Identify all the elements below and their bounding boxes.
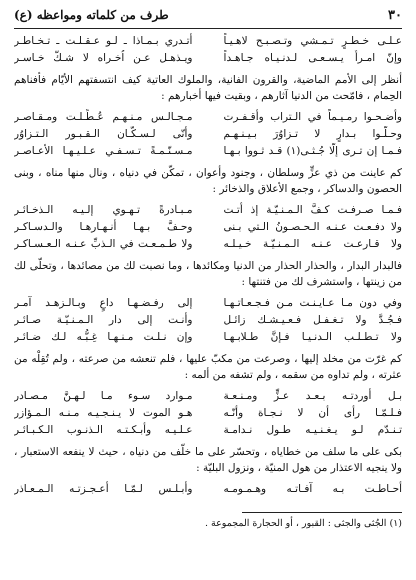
verse-line [14,109,402,126]
prose-paragraph: أنظر إلى الأمم الماضية، والقرون الفانية، والملوك العاتية كيف انتسفتهم الأيّام فأفناهم الحِمام ، فامّحت من الدنيا آثارهم ، وبقيت فيها أخبارهم : [14,74,402,102]
verse-line [14,481,402,498]
verse-first-hemistich: عـلـى خـطـرٍ تـمـشي وتـصـبـح لاهـيـاً [223,35,402,47]
verse-second-hemistich: وإن نـلـت مـنـهـا غِـبُّـه لـك ضـائـر [14,331,193,343]
verse-line [14,388,402,405]
verse-second-hemistich: مـجـالـس مـنـهـم عُـطِّـلـت ومـقـاصـر [14,111,193,123]
verse-second-hemistich: ولا طـمـعـت في الـذبِّ عـنـه الـعـسـاكـر [14,238,193,250]
verse-group [14,481,402,498]
verse-group [14,388,402,439]
verse-second-hemistich: أتـدري بـمـاذا ـ لـو عـقـلـت ـ تـخـاطـر [14,35,193,47]
verse-second-hemistich: وأنـت إلى دار الـمـنـيّـة صـائـر [14,314,193,326]
verse-first-hemistich: وأضـحـوا رمـيـماً في الـتراب وأقـفـرت [223,111,402,123]
verse-line [14,143,402,160]
verse-group [14,109,402,160]
verse-line [14,202,402,219]
verse-first-hemistich: فـمـا صـرفـت كـفَّ الـمـنـيّـة إذ أتـت [223,204,402,216]
verse-line [14,50,402,67]
verse-first-hemistich: فـمـا إن تـرى إلّا جُـثـى(١) قـد ثـووا بـهـا [223,145,402,157]
verse-line [14,126,402,143]
page-body [14,33,402,498]
prose-paragraph: فالبدار البدار ، والحذار الحذار من الدنيا ومكائدها ، وما نصبت لك من مصائدها ، وتحلّى لك من زينتها ، واستشرف لك من فتنتها : [14,260,402,288]
verse-line [14,295,402,312]
verse-first-hemistich: تـنـدّم لـو يـغـنـيـه طـول نـدامـة [223,424,402,436]
verse-first-hemistich: وحـلّـوا بـدارٍ لا تـزاوُرَ بـيـنـهـم [223,128,402,140]
verse-first-hemistich: ولا دفـعـت عـنـه الـحـصـونُ الـتي بـنى [223,221,402,233]
verse-first-hemistich: فـجُـدَّ ولا تـغـفـل فـعـيـشـك زائـل [223,314,402,326]
verse-first-hemistich: أحـاطـت بـه آفـاتـه وهـمـومـه [223,483,402,495]
verse-second-hemistich: مـبـادرةً تـهـوي إلـيـه الـذخـائـر [14,204,193,216]
prose-paragraph: بكى على ما سلف من خطاياه ، وتحسّر على ما خلّف من دنياه ، حيث لا ينفعه الاستعبار ، ولا ينجيه الاعتذار من هول المنيّة ، ونزول البليّة : [14,446,402,474]
footnote: (١) الجُثى والجثى : القبور ، أو الحجارة المجموعة . [205,518,402,529]
verse-group [14,202,402,253]
running-header [14,8,402,28]
verse-second-hemistich: هـو الموت لا يـنـجـيـه مـنـه الـمـؤازر [14,407,193,419]
verse-first-hemistich: وإنّ امـرأً يـسـعـى لـدنـيـاه جـاهـداً [223,52,402,64]
verse-line [14,422,402,439]
prose-paragraph: كم عاينت من ذي عزٍّ وسلطان ، وجنود وأعوان ، تمكّن في دنياه ، ونال منها مناه ، وبنى الحصون والدساكر ، وجمع الأعلاق والذخائر : [14,167,402,195]
page-number: ٣٠ [388,8,402,23]
running-title: طرف من كلماته ومواعظه (ع) [14,8,169,22]
verse-group [14,33,402,67]
verse-line [14,329,402,346]
verse-second-hemistich: عـلـيـه وأبـكـتـه الـذنـوب الـكـبـائـر [14,424,193,436]
verse-first-hemistich: ولا تـطـلـب الـدنـيـا فـإنَّ طـلابـهـا [223,331,402,343]
verse-first-hemistich: بـل أوردتـه بـعـد عـزٍّ ومـنـعـة [223,390,402,402]
verse-second-hemistich: وحـفَّ بـهـا أنـهـارهـا والـدسـاكـر [14,221,193,233]
verse-second-hemistich: وأنّى لـسـكّـان الـقـبـور الـتـزاوُر [14,128,193,140]
verse-first-hemistich: ولا قـارعـت عـنـه الـمـنـيّـة خـيـلـه [223,238,402,250]
verse-line [14,219,402,236]
verse-first-hemistich: وفي دون مـا عـايـنـت مـن فـجـعـاتـهـا [223,297,402,309]
verse-line [14,405,402,422]
verse-second-hemistich: ويـذهـل عـن اُخـراه لا شـكَّ خـاسـر [14,52,193,64]
verse-group [14,295,402,346]
verse-second-hemistich: مـوارد سـوء مـا لـهـنَّ مـصـادر [14,390,193,402]
verse-line [14,236,402,253]
verse-second-hemistich: إلى رفـضـهـا داعٍ وبـالـزهـد آمـر [14,297,193,309]
verse-first-hemistich: فـلـمّـا رأى أن لا نـجـاة وأنّـه [223,407,402,419]
verse-line [14,312,402,329]
prose-paragraph: كم غرّت من مخلد إليها ، وصرعت من مكبّ عليها ، فلم تنعشه من صرعته ، ولم تُقِلْه من عثرته ، ولم تداوه من سقمه ، ولم تشفه من ألمه : [14,353,402,381]
verse-second-hemistich: وأبـلـس لـمّـا أعـجـزتـه الـمـعـاذر [14,483,193,495]
footnote-rule [242,512,402,513]
header-rule [14,28,402,29]
verse-second-hemistich: مـسـنّـمـةً تـسـفـي عـلـيـهـا الأعـاصـر [14,145,193,157]
verse-line [14,33,402,50]
